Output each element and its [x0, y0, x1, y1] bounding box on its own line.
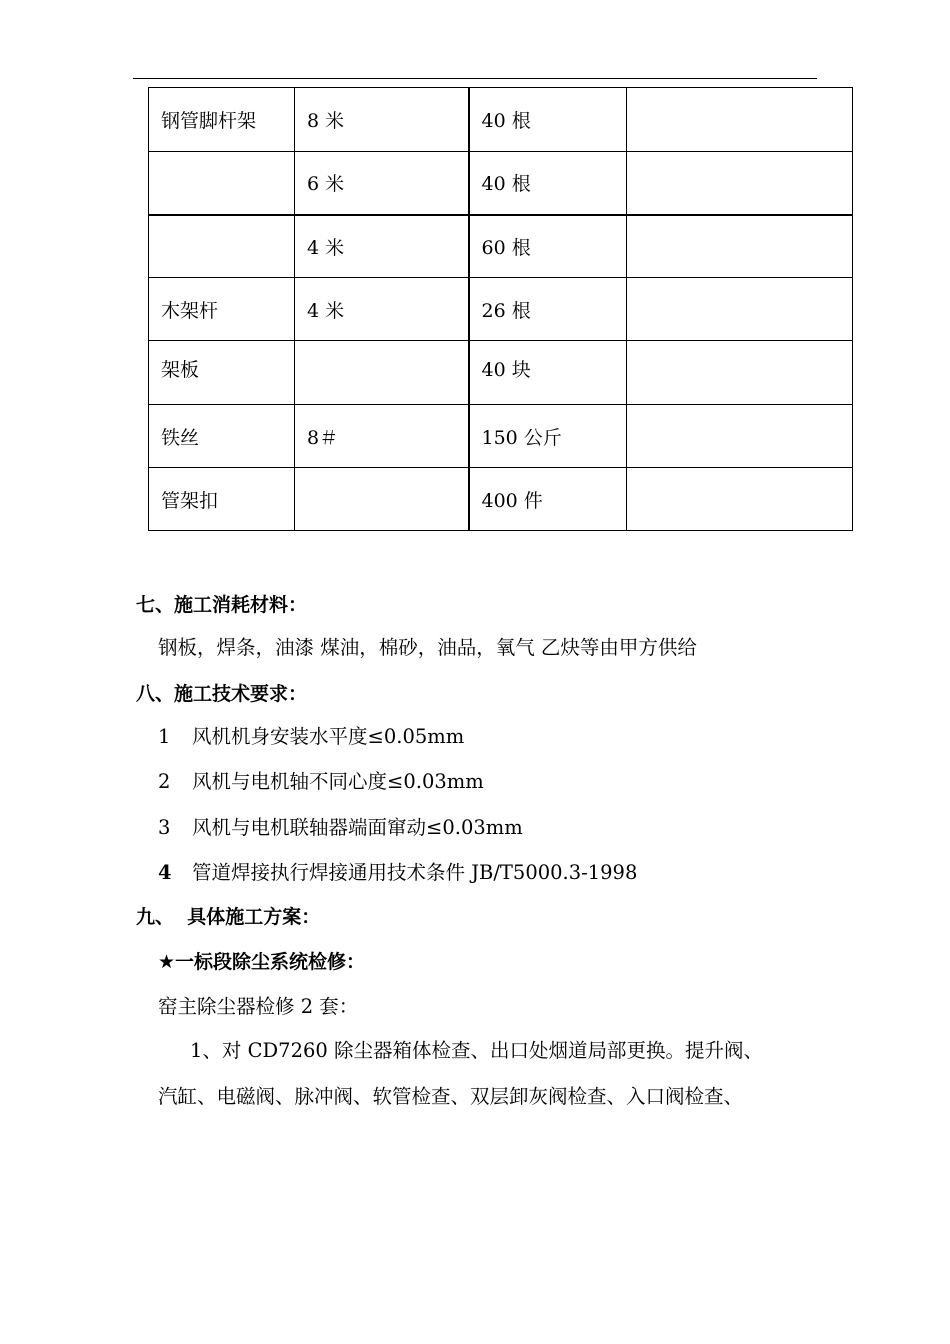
- table-row: [149, 152, 853, 215]
- requirement-text: 风机机身安装水平度≤0.05mm: [192, 725, 465, 748]
- table-row: [149, 405, 853, 468]
- material-name-cell: [149, 152, 295, 215]
- material-spec-cell: 4 米: [295, 215, 469, 278]
- material-qty-cell: 150 公斤: [469, 405, 627, 468]
- material-qty-cell: 60 根: [469, 215, 627, 278]
- material-note-cell: [627, 405, 853, 468]
- material-qty-cell: 26 根: [469, 278, 627, 341]
- material-spec-cell: 6 米: [295, 152, 469, 215]
- section9-heading: 九、 具体施工方案：: [136, 906, 321, 928]
- section9-paragraph-line: 1、对 CD7260 除尘器箱体检查、出口处烟道局部更换。提升阀、: [190, 1039, 763, 1062]
- material-name-cell: [149, 215, 295, 278]
- table-row: [149, 468, 853, 531]
- requirement-item: [158, 770, 484, 794]
- material-qty-cell: 400 件: [469, 468, 627, 531]
- material-note-cell: [627, 468, 853, 531]
- header-rule: [133, 78, 817, 79]
- section9-item-title: 窑主除尘器检修 2 套：: [158, 995, 359, 1018]
- requirement-number: 3: [158, 816, 171, 839]
- material-name-cell: 架板: [149, 341, 295, 405]
- section7-body: 钢板，焊条，油漆 煤油，棉砂，油品，氧气 乙炔等由甲方供给: [158, 636, 697, 659]
- material-note-cell: [627, 88, 853, 152]
- material-qty-cell: 40 根: [469, 88, 627, 152]
- material-qty-cell: 40 块: [469, 341, 627, 405]
- material-spec-cell: 4 米: [295, 278, 469, 341]
- requirement-number: 4: [158, 861, 172, 884]
- section9-subheading: ★一标段除尘系统检修：: [158, 951, 366, 973]
- material-note-cell: [627, 215, 853, 278]
- material-spec-cell: [295, 341, 469, 405]
- material-spec-cell: 8＃: [295, 405, 469, 468]
- material-note-cell: [627, 278, 853, 341]
- requirement-text: 风机与电机联轴器端面窜动≤0.03mm: [192, 816, 523, 839]
- requirement-number: 1: [158, 725, 171, 748]
- material-spec-cell: 8 米: [295, 88, 469, 152]
- materials-table: [148, 87, 853, 531]
- material-name-cell: 钢管脚杆架: [149, 88, 295, 152]
- material-name-cell: 管架扣: [149, 468, 295, 531]
- requirement-item: [158, 816, 523, 840]
- material-note-cell: [627, 152, 853, 215]
- table-row: [149, 341, 853, 405]
- requirement-text: 管道焊接执行焊接通用技术条件 JB/T5000.3-1998: [192, 861, 638, 884]
- requirement-item: [158, 725, 464, 749]
- material-name-cell: 铁丝: [149, 405, 295, 468]
- requirement-number: 2: [158, 770, 171, 793]
- section9-paragraph-line: 汽缸、电磁阀、脉冲阀、软管检查、双层卸灰阀检查、入口阀检查、: [158, 1085, 744, 1108]
- table-row: [149, 278, 853, 341]
- material-name-cell: 木架杆: [149, 278, 295, 341]
- requirement-item: [158, 861, 637, 885]
- table-row: [149, 88, 853, 152]
- section8-heading: 八、施工技术要求：: [136, 683, 308, 705]
- table-row: [149, 215, 853, 278]
- requirement-text: 风机与电机轴不同心度≤0.03mm: [192, 770, 484, 793]
- material-qty-cell: 40 根: [469, 152, 627, 215]
- section7-heading: 七、施工消耗材料：: [136, 594, 308, 616]
- material-note-cell: [627, 341, 853, 405]
- material-spec-cell: [295, 468, 469, 531]
